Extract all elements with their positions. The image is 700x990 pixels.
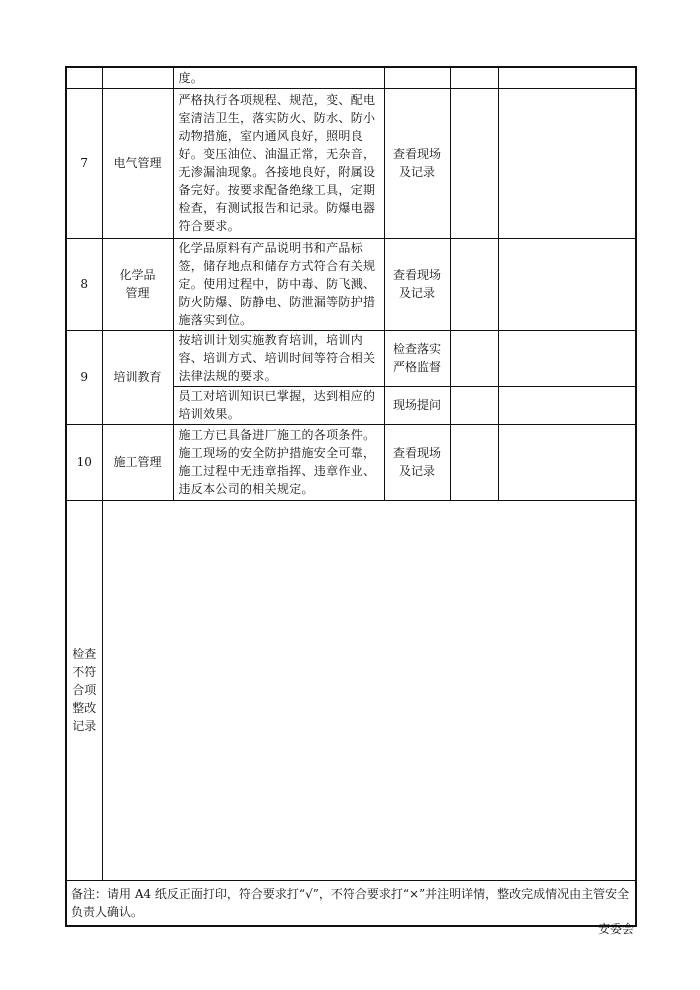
row-number: 9 <box>66 330 102 424</box>
row-remark-cell[interactable] <box>498 88 636 238</box>
row-method: 查看现场及记录 <box>384 88 450 238</box>
row-method: 查看现场及记录 <box>384 424 450 500</box>
row-number: 8 <box>66 238 102 330</box>
continuation-text: 度。 <box>173 67 384 88</box>
table-row <box>66 238 636 330</box>
row-number: 7 <box>66 88 102 238</box>
row-method: 查看现场及记录 <box>384 238 450 330</box>
row-remark-cell[interactable] <box>498 238 636 330</box>
cell-item <box>102 67 173 88</box>
table-row <box>66 330 636 386</box>
row-item: 施工管理 <box>102 424 173 500</box>
row-number: 10 <box>66 424 102 500</box>
row-result-cell[interactable] <box>450 386 498 424</box>
row-item: 培训教育 <box>102 330 173 424</box>
inspection-table <box>65 66 637 927</box>
record-label-line: 整改 <box>72 701 97 715</box>
row-result-cell[interactable] <box>450 238 498 330</box>
rectification-record-area[interactable] <box>102 500 636 880</box>
row-requirement: 员工对培训知识已掌握，达到相应的培训效果。 <box>173 386 384 424</box>
rectification-record-label <box>66 500 102 880</box>
row-requirement: 化学品原料有产品说明书和产品标签，储存地点和储存方式符合有关规定。使用过程中，防中毒、防飞溅、防火防爆、防静电、防泄漏等防护措施落实到位。 <box>173 238 384 330</box>
row-result-cell[interactable] <box>450 330 498 386</box>
record-label-line: 合项 <box>72 683 97 697</box>
note-row <box>66 880 636 926</box>
table-row <box>66 424 636 500</box>
record-label-line: 记录 <box>72 719 97 733</box>
record-label-line: 不符 <box>72 665 97 679</box>
note-text: 备注：请用 A4 纸反正面打印，符合要求打“√”，不符合要求打“×”并注明详情，整改完成情况由主管安全负责人确认。 <box>66 880 636 926</box>
rectification-record-row <box>66 500 636 880</box>
row-requirement: 按培训计划实施教育培训，培训内容、培训方式、培训时间等符合相关法律法规的要求。 <box>173 330 384 386</box>
row-result-cell[interactable] <box>450 88 498 238</box>
cell-remark[interactable] <box>498 67 636 88</box>
record-label-line: 检查 <box>72 647 97 661</box>
row-item: 电气管理 <box>102 88 173 238</box>
row-method: 现场提问 <box>384 386 450 424</box>
cell-method <box>384 67 450 88</box>
footer-org: 安委会 <box>597 922 634 936</box>
table-row <box>66 88 636 238</box>
row-remark-cell[interactable] <box>498 330 636 386</box>
row-remark-cell[interactable] <box>498 386 636 424</box>
cell-result[interactable] <box>450 67 498 88</box>
continuation-row <box>66 67 636 88</box>
row-requirement: 严格执行各项规程、规范，变、配电室清洁卫生，落实防火、防水、防小动物措施，室内通风良好，照明良好。变压油位、油温正常，无杂音，无渗漏油现象。各接地良好，附属设备完好。按要求配备绝缘工具，定期检查，有测试报告和记录。防爆电器符合要求。 <box>173 88 384 238</box>
cell-no <box>66 67 102 88</box>
row-item: 化学品管理 <box>102 238 173 330</box>
row-remark-cell[interactable] <box>498 424 636 500</box>
row-method: 检查落实严格监督 <box>384 330 450 386</box>
row-requirement: 施工方已具备进厂施工的各项条件。施工现场的安全防护措施安全可靠，施工过程中无违章指挥、违章作业、违反本公司的相关规定。 <box>173 424 384 500</box>
row-result-cell[interactable] <box>450 424 498 500</box>
